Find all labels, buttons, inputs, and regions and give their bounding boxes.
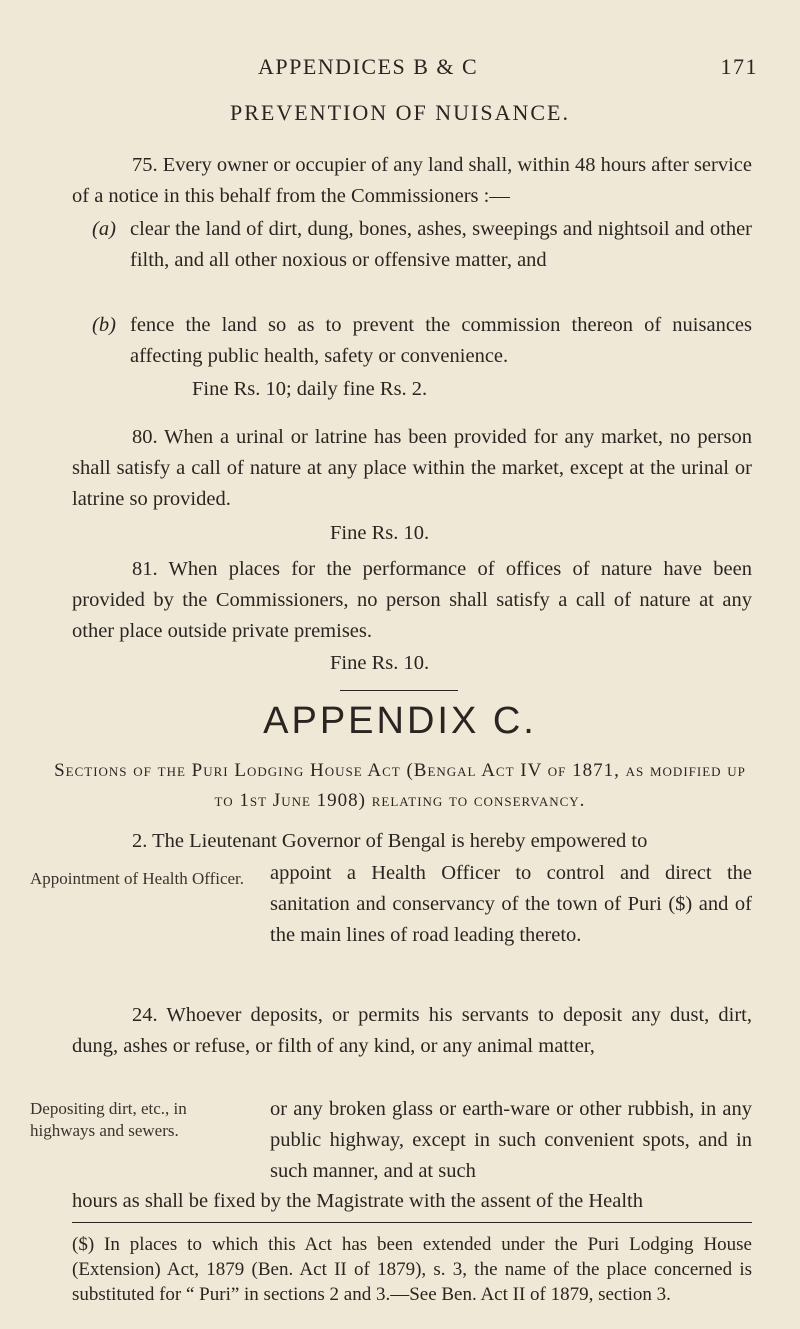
section-80-fine: Fine Rs. 10. xyxy=(330,522,430,544)
section-24-middle: or any broken glass or earth-ware or other rubbish, in any public highway, except in such convenient spots, and in such manner, and at such xyxy=(270,1098,752,1182)
page-number: 171 xyxy=(720,54,758,79)
section-75-clause-a xyxy=(92,214,752,276)
footnote: ($) In places to which this Act has been extended under the Puri Lodging House (Extension) Act, 1879 (Ben. Act II of 1879), s. 3, the name of the place concerned is substituted for “ Puri” in sections 2 and 3.—See Ben. Act II of 1879, section 3. xyxy=(72,1234,752,1305)
section-divider xyxy=(340,690,458,691)
section-2-lead: 2. The Lieutenant Governor of Bengal is hereby empowered to xyxy=(132,830,648,852)
clause-b-mark: (b) xyxy=(92,314,116,336)
margin-note-section-24: Depositing dirt, etc., in highways and sewers. xyxy=(30,1099,187,1140)
clause-a-mark: (a) xyxy=(92,218,116,240)
section-75-fine: Fine Rs. 10; daily fine Rs. 2. xyxy=(192,378,428,400)
margin-note-section-2: Appointment of Health Officer. xyxy=(30,869,245,888)
section-81-text: 81. When places for the performance of offices of nature have been provided by the Commissioners, no person shall satisfy a call of nature at any other place outside private premises. xyxy=(72,558,752,642)
section-75-intro: 75. Every owner or occupier of any land shall, within 48 hours after service of a notice in this behalf from the Commissioners :— xyxy=(72,154,752,207)
section-2-text: appoint a Health Officer to control and direct the sanitation and conservancy of the town of Puri ($) and of the main lines of road leading thereto. xyxy=(270,862,752,946)
footnote-rule xyxy=(72,1222,752,1223)
section-81-fine: Fine Rs. 10. xyxy=(330,652,430,674)
section-24-tail: hours as shall be fixed by the Magistrate with the assent of the Health xyxy=(72,1190,644,1212)
clause-a-text: clear the land of dirt, dung, bones, ashes, sweepings and nightsoil and other filth, and all other noxious or offensive matter, and xyxy=(130,218,752,271)
clause-b-text: fence the land so as to prevent the commission thereon of nuisances affecting public health, safety or convenience. xyxy=(130,314,752,367)
section-75-clause-b xyxy=(92,310,752,372)
appendix-heading: APPENDIX C. xyxy=(263,700,537,742)
section-80-text: 80. When a urinal or latrine has been provided for any market, no person shall satisfy a call of nature at any place within the market, except at the urinal or latrine so provided. xyxy=(72,426,752,510)
running-head-text: APPENDICES B & C xyxy=(258,54,479,79)
running-head xyxy=(258,54,758,80)
appendix-subheading: Sections of the Puri Lodging House Act (Bengal Act IV of 1871, as modified up to 1st June 1908) relating to conservancy. xyxy=(54,760,746,811)
section-title: PREVENTION OF NUISANCE. xyxy=(230,100,570,125)
section-24-lead: 24. Whoever deposits, or permits his servants to deposit any dust, dirt, dung, ashes or refuse, or filth of any kind, or any animal matter, xyxy=(72,1004,752,1057)
